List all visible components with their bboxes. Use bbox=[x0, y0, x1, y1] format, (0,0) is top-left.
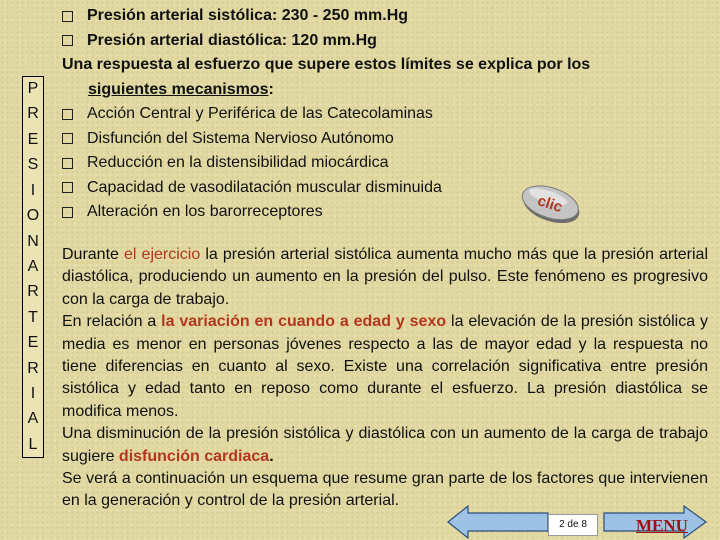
checkbox-bullet-icon bbox=[62, 11, 73, 22]
title-letter: E bbox=[27, 130, 39, 148]
mechanism-item: Alteración en los barorreceptores bbox=[62, 200, 702, 225]
systolic-limit-item: Presión arterial sistólica: 230 - 250 mm.Hg bbox=[62, 4, 702, 29]
intro-line-2: siguientes mecanismos: bbox=[88, 80, 274, 98]
previous-arrow-icon[interactable] bbox=[448, 506, 548, 538]
title-letter: A bbox=[27, 410, 39, 428]
clic-button[interactable] bbox=[518, 183, 584, 225]
title-letter: E bbox=[27, 334, 39, 352]
checkbox-bullet-icon bbox=[62, 35, 73, 46]
checkbox-bullet-icon bbox=[62, 109, 73, 120]
title-letter: O bbox=[26, 207, 40, 225]
intro-line: Una respuesta al esfuerzo que supere estos límites se explica por los bbox=[62, 56, 591, 73]
title-letter: R bbox=[27, 283, 39, 301]
checkbox-bullet-icon bbox=[62, 158, 73, 169]
cardiac-dysfunction-paragraph: Una disminución de la presión sistólica y diastólica con un aumento de la carga de trabajo sugiere disfunción cardiaca. bbox=[62, 425, 708, 465]
title-letter: I bbox=[30, 385, 36, 403]
explanation-text bbox=[62, 244, 708, 513]
menu-link[interactable]: MENU bbox=[636, 516, 688, 535]
diastolic-limit-item: Presión arterial diastólica: 120 mm.Hg bbox=[62, 29, 702, 54]
age-sex-paragraph: En relación a la variación en cuando a edad y sexo la elevación de la presión sistólica y media es menor en personas jóvenes respecto a las de mayor edad y la respuesta no tiene diferencias en cuanto al sexo. Existe una correlación significativa entre presión sistólica y edad tanto en reposo como durante el esfuerzo. La presión diastólica se modifica menos. bbox=[62, 313, 708, 420]
title-letter: R bbox=[27, 359, 39, 377]
mechanism-item: Capacidad de vasodilatación muscular disminuida bbox=[62, 176, 702, 201]
mechanism-item: Acción Central y Periférica de las Catecolaminas bbox=[62, 102, 702, 127]
vertical-title bbox=[22, 76, 44, 458]
exercise-paragraph: Durante el ejercicio la presión arterial sistólica aumenta mucho más que la presión arterial diastólica, produciendo un aumento en la presión del pulso. Este fenómeno es progresivo con la carga de trabajo. bbox=[62, 246, 708, 308]
title-letter: N bbox=[27, 232, 39, 250]
title-letter: I bbox=[30, 181, 36, 199]
title-letter: P bbox=[27, 80, 39, 97]
summary-paragraph: Se verá a continuación un esquema que resume gran parte de los factores que intervienen en la generación y control de la presión arterial. bbox=[62, 470, 708, 510]
checkbox-bullet-icon bbox=[62, 133, 73, 144]
clic-label: clic bbox=[535, 192, 565, 217]
title-letter: A bbox=[27, 257, 39, 275]
mechanism-item: Reducción en la distensibilidad miocárdica bbox=[62, 151, 702, 176]
bullet-list bbox=[62, 4, 702, 225]
checkbox-bullet-icon bbox=[62, 207, 73, 218]
page-indicator: 2 de 8 bbox=[548, 514, 598, 536]
title-letter: S bbox=[27, 156, 39, 174]
title-letter: R bbox=[27, 105, 39, 123]
title-letter: T bbox=[28, 308, 38, 326]
mechanism-item: Disfunción del Sistema Nervioso Autónomo bbox=[62, 127, 702, 152]
checkbox-bullet-icon bbox=[62, 182, 73, 193]
title-letter: L bbox=[28, 435, 38, 453]
